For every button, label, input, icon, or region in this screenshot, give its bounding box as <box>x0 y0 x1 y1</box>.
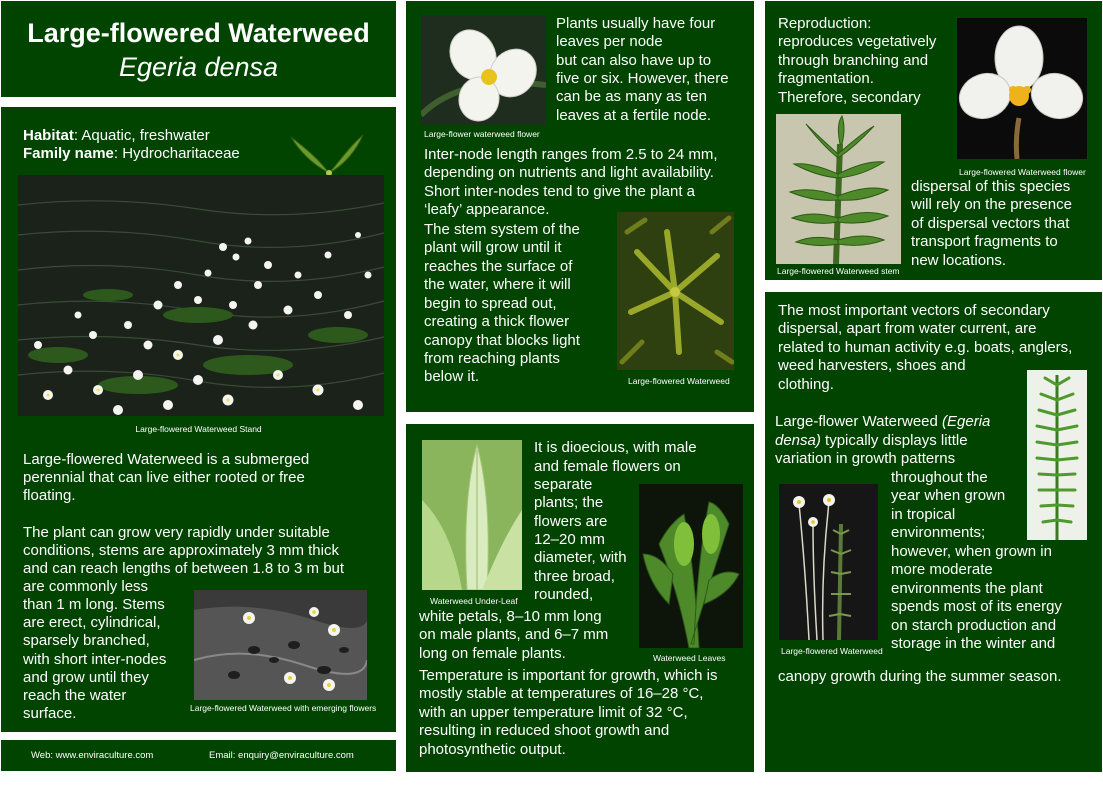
dioecious-line-2: and female flowers on <box>534 458 681 475</box>
repro-line-5: Therefore, secondary <box>778 89 921 106</box>
intro-line-1: Large-flowered Waterweed is a submerged <box>23 451 310 468</box>
repro-line-4: fragmentation. <box>778 70 874 87</box>
dioecious-narrow-1: separate <box>534 476 593 493</box>
footer-email: Email: enquiry@enviraculture.com <box>209 750 354 761</box>
footer-web: Web: www.enviraculture.com <box>31 750 154 761</box>
caption-under-leaf: Waterweed Under-Leaf <box>430 596 518 606</box>
temp-line-1: Temperature is important for growth, which is <box>419 667 718 684</box>
variation-mid-3: environments the plant <box>891 580 1043 597</box>
dispersal-line-1: dispersal of this species <box>911 178 1071 195</box>
nodes-line-1: Plants usually have four <box>556 15 716 32</box>
vectors-line-1: The most important vectors of secondary <box>778 302 1050 319</box>
dispersal-line-2: will rely on the presence <box>911 196 1072 213</box>
caption-waterweed-right: Large-flowered Waterweed <box>781 646 883 656</box>
flower-right-photo <box>957 18 1087 159</box>
temp-line-5: photosynthetic output. <box>419 741 566 758</box>
habitat-label: Habitat <box>23 127 74 144</box>
variation-narrow-2: year when grown <box>891 487 1006 504</box>
vectors-line-3: related to human activity e.g. boats, anglers, <box>778 339 1073 356</box>
nodes-line-2: leaves per node <box>556 33 663 50</box>
intro-line-3: floating. <box>23 487 76 504</box>
growth-line-2: conditions, stems are approximately 3 mm thick <box>23 542 339 559</box>
dioecious-narrow-6: three broad, <box>534 568 615 585</box>
dioecious-narrow-4: 12–20 mm <box>534 531 605 548</box>
dioecious-narrow-2: plants; the <box>534 494 604 511</box>
dioecious-wide-3: long on female plants. <box>419 645 566 662</box>
page-title: Large-flowered Waterweed <box>27 18 370 48</box>
internode-line-4: ‘leafy’ appearance. <box>424 201 550 218</box>
stem-line-7: canopy that blocks light <box>424 332 580 349</box>
temp-line-4: resulting in reduced shoot growth and <box>419 722 670 739</box>
growth-wrap-5: and grow until they <box>23 669 149 686</box>
overview-panel <box>1 107 396 732</box>
stem-line-6: creating a thick flower <box>424 313 570 330</box>
variation-mid-4: spends most of its energy <box>891 598 1062 615</box>
variation-narrow-1: throughout the <box>891 469 988 486</box>
caption-waterweed-mid: Large-flowered Waterweed <box>628 376 730 386</box>
scientific-name: Egeria densa <box>118 52 279 82</box>
variation-line-1 <box>775 413 990 431</box>
variation-line-1-italic: (Egeria <box>942 413 991 430</box>
variation-mid-2: more moderate <box>891 561 993 578</box>
repro-line-3: through branching and <box>778 52 929 69</box>
habitat-value: : Aquatic, freshwater <box>73 127 210 144</box>
stem-line-9: below it. <box>424 368 480 385</box>
growth-line-3: and can reach lengths of between 1.8 to 3 m but <box>23 560 345 577</box>
leaves-panel <box>406 1 754 412</box>
growth-line-1: The plant can grow very rapidly under suitable <box>23 524 330 541</box>
internode-line-1: Inter-node length ranges from 2.5 to 24 mm, <box>424 146 718 163</box>
stem-line-4: the water, where it will <box>424 276 571 293</box>
stem-line-1: The stem system of the <box>424 221 580 238</box>
intro-line-2: perennial that can live either rooted or free <box>23 469 305 486</box>
vectors-line-4: weed harvesters, shoes and <box>778 357 966 374</box>
growth-wrap-2: are erect, cylindrical, <box>23 614 161 631</box>
temp-line-2: mostly stable at temperatures of 16–28 °C, <box>419 685 704 702</box>
caption-emerging: Large-flowered Waterweed with emerging flowers <box>190 703 377 713</box>
dispersal-line-3: of dispersal vectors that <box>911 215 1070 232</box>
flowers-panel <box>406 424 754 772</box>
stand-photo <box>18 175 384 416</box>
growth-line-4: are commonly less <box>23 578 149 595</box>
stem-photo <box>776 114 901 264</box>
vectors-line-2: dispersal, apart from water current, are <box>778 320 1037 337</box>
internode-line-3: Short inter-nodes tend to give the plant a <box>424 183 696 200</box>
caption-flower-top: Large-flower waterweed flower <box>424 129 540 139</box>
repro-line-2: reproduces vegetatively <box>778 33 937 50</box>
dispersal-line-4: transport fragments to <box>911 233 1058 250</box>
dioecious-line-1: It is dioecious, with male <box>534 439 697 456</box>
title-panel <box>1 1 396 97</box>
family-value: : Hydrocharitaceae <box>113 145 240 162</box>
nodes-line-3: but can also have up to <box>556 52 712 69</box>
dioecious-narrow-3: flowers are <box>534 513 608 530</box>
caption-stem: Large-flowered Waterweed stem <box>777 266 900 276</box>
caption-stand: Large-flowered Waterweed Stand <box>135 424 262 434</box>
dispersal-line-5: new locations. <box>911 252 1007 269</box>
vectors-panel <box>765 292 1102 772</box>
caption-leaves: Waterweed Leaves <box>653 653 726 663</box>
variation-line-2 <box>775 432 968 450</box>
vectors-line-5: clothing. <box>778 376 834 393</box>
dioecious-wide-1: white petals, 8–10 mm long <box>419 608 602 625</box>
variation-line-2-italic: densa) <box>775 432 821 449</box>
emerging-flowers-photo <box>194 590 367 700</box>
growth-wrap-1: than 1 m long. Stems <box>23 596 165 613</box>
repro-line-1: Reproduction: <box>778 15 872 32</box>
waterweed-mid-photo <box>617 212 734 370</box>
habitat-line <box>23 127 210 145</box>
waterweed-right-photo <box>779 484 878 640</box>
dioecious-narrow-7: rounded, <box>534 586 594 603</box>
internode-line-2: depending on nutrients and light availability. <box>424 164 714 181</box>
variation-line-1-text: Large-flower Waterweed <box>775 413 943 430</box>
growth-wrap-3: sparsely branched, <box>23 632 150 649</box>
dioecious-wide-2: on male plants, and 6–7 mm <box>419 626 609 643</box>
nodes-line-5: can be as many as ten <box>556 88 707 105</box>
temp-line-3: with an upper temperature limit of 32 °C, <box>419 704 688 721</box>
leaves-photo <box>639 484 743 648</box>
stem-line-5: begin to spread out, <box>424 295 557 312</box>
reproduction-panel <box>765 1 1102 280</box>
nodes-line-6: leaves at a fertile node. <box>556 107 712 124</box>
flower-top-photo <box>421 15 546 125</box>
growth-wrap-6: reach the water <box>23 687 127 704</box>
footer-panel <box>1 740 396 771</box>
variation-mid-6: storage in the winter and <box>891 635 1056 652</box>
dioecious-narrow-5: diameter, with <box>534 549 627 566</box>
nodes-line-4: five or six. However, there <box>556 70 729 87</box>
variation-mid-1: however, when grown in <box>891 543 1052 560</box>
growth-wrap-4: with short inter-nodes <box>23 651 167 668</box>
under-leaf-photo <box>422 440 522 590</box>
tall-stem-photo <box>1027 370 1087 540</box>
variation-line-2-text: typically displays little <box>820 432 968 449</box>
family-line <box>23 145 240 163</box>
family-label: Family name <box>23 145 114 162</box>
variation-narrow-4: environments; <box>891 524 986 541</box>
stem-line-3: reaches the surface of <box>424 258 573 275</box>
variation-line-3: variation in growth patterns <box>775 450 956 467</box>
variation-narrow-3: in tropical <box>891 506 956 523</box>
stem-line-8: from reaching plants <box>424 350 560 367</box>
variation-last: canopy growth during the summer season. <box>778 668 1062 685</box>
stem-line-2: plant will grow until it <box>424 239 562 256</box>
growth-wrap-7: surface. <box>23 705 77 722</box>
variation-mid-5: on starch production and <box>891 617 1057 634</box>
caption-flower-right: Large-flowered Waterweed flower <box>959 167 1086 177</box>
